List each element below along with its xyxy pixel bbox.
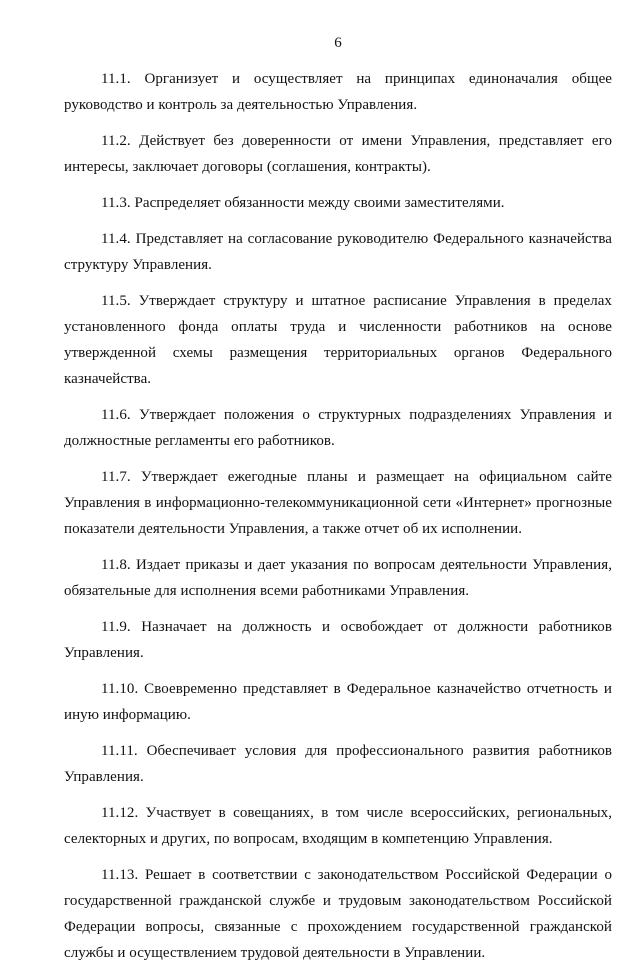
paragraph-list [64, 66, 612, 976]
paragraph-11-12: 11.12. Участвует в совещаниях, в том числе всероссийских, региональных, селекторных и других, по вопросам, входящим в компетенцию Управления. [64, 805, 612, 847]
paragraph-11-3: 11.3. Распределяет обязанности между своими заместителями. [101, 195, 505, 211]
paragraph-11-4: 11.4. Представляет на согласование руководителю Федерального казначейства структуру Управления. [64, 231, 612, 273]
paragraph-11-5: 11.5. Утверждает структуру и штатное расписание Управления в пределах установленного фонда оплаты труда и численности работников на основе утвержденной схемы размещения территориальных органов Федерального казначейства. [64, 293, 612, 387]
paragraph-11-2: 11.2. Действует без доверенности от имени Управления, представляет его интересы, заключает договоры (соглашения, контракты). [64, 133, 612, 175]
page-number: 6 [334, 35, 342, 51]
paragraph-11-9: 11.9. Назначает на должность и освобождает от должности работников Управления. [64, 619, 612, 661]
paragraph-11-10: 11.10. Своевременно представляет в Федеральное казначейство отчетность и иную информацию. [64, 681, 612, 723]
paragraph-11-11: 11.11. Обеспечивает условия для профессионального развития работников Управления. [64, 743, 612, 785]
paragraph-11-7: 11.7. Утверждает ежегодные планы и размещает на официальном сайте Управления в информационно-телекоммуникационной сети «Интернет» прогнозные показатели деятельности Управления, а также отчет об их исполнении. [64, 469, 612, 537]
paragraph-11-8: 11.8. Издает приказы и дает указания по вопросам деятельности Управления, обязательные для исполнения всеми работниками Управления. [64, 557, 612, 599]
paragraph-11-6: 11.6. Утверждает положения о структурных подразделениях Управления и должностные регламенты его работников. [64, 407, 612, 449]
paragraph-11-1: 11.1. Организует и осуществляет на принципах единоначалия общее руководство и контроль за деятельностью Управления. [64, 71, 612, 113]
paragraph-11-13: 11.13. Решает в соответствии с законодательством Российской Федерации о государственной гражданской службе и трудовым законодательством Российской Федерации вопросы, связанные с прохождением государственной гражданской службы и осуществлением трудовой деятельности в Управлении. [64, 867, 612, 961]
